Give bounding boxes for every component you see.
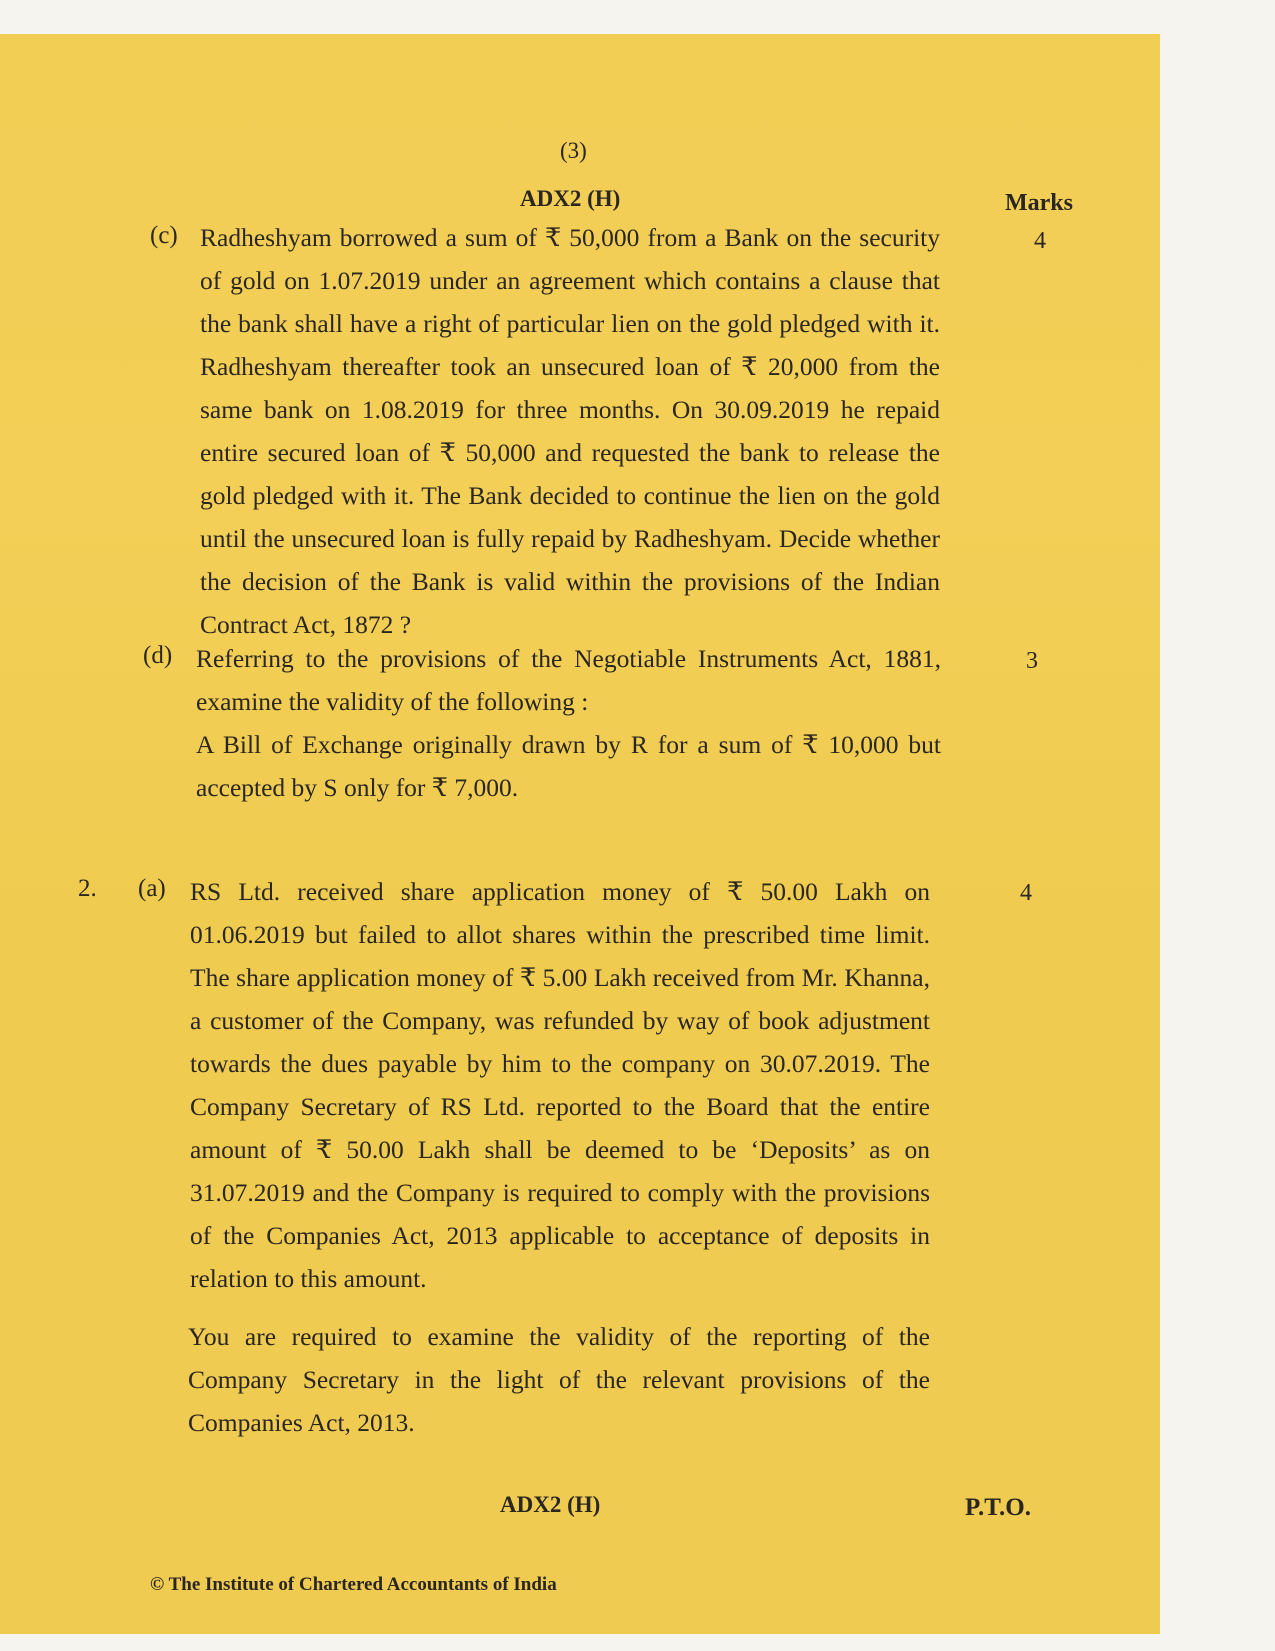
marks-heading: Marks — [1005, 190, 1073, 216]
question-d-label: (d) — [143, 642, 173, 669]
question-d-marks: 3 — [1026, 648, 1038, 674]
question-c-marks: 4 — [1034, 228, 1046, 254]
question-d-text-1: Referring to the provisions of the Negotiable Instruments Act, 1881, examine the validity of the following : — [196, 644, 941, 716]
question-2a-text-2: You are required to examine the validity of the reporting of the Company Secretary in the light of the relevant provisions of the Companies Act, 2013. — [188, 1322, 930, 1437]
question-2a-text-1: RS Ltd. received share application money of ₹ 50.00 Lakh on 01.06.2019 but failed to allot shares within the prescribed time limit. The share application money of ₹ 5.00 Lakh received from Mr. Khanna, a customer of the Company, was refunded by way of book adjustment towards the dues payable by him to the company on 30.07.2019. The Company Secretary of RS Ltd. reported to the Board that the entire amount of ₹ 50.00 Lakh shall be deemed to be ‘Deposits’ as on 31.07.2019 and the Company is required to comply with the provisions of the Companies Act, 2013 applicable to acceptance of deposits in relation to this amount. — [190, 877, 930, 1293]
copyright-notice: © The Institute of Chartered Accountants of India — [150, 1574, 557, 1595]
question-c-label: (c) — [150, 222, 178, 249]
paper-code-footer: ADX2 (H) — [500, 1492, 601, 1517]
question-c-text: Radheshyam borrowed a sum of ₹ 50,000 from a Bank on the security of gold on 1.07.2019 under an agreement which contains a clause that the bank shall have a right of particular lien on the gold pledged with it. Radheshyam thereafter took an unsecured loan of ₹ 20,000 from the same bank on 1.08.2019 for three months. On 30.09.2019 he repaid entire secured loan of ₹ 50,000 and requested the bank to release the gold pledged with it. The Bank decided to continue the lien on the gold until the unsecured loan is fully repaid by Radheshyam. Decide whether the decision of the Bank is valid within the provisions of the Indian Contract Act, 1872 ? — [200, 223, 940, 639]
page-number: (3) — [560, 138, 587, 163]
question-2-number: 2. — [78, 875, 97, 902]
pto-label: P.T.O. — [965, 1494, 1031, 1521]
question-d-text-2: A Bill of Exchange originally drawn by R for a sum of ₹ 10,000 but accepted by S only for ₹ 7,000. — [196, 730, 941, 802]
question-2a-label: (a) — [138, 875, 166, 902]
question-2a-marks: 4 — [1020, 880, 1032, 906]
paper-code-header: ADX2 (H) — [520, 186, 621, 211]
